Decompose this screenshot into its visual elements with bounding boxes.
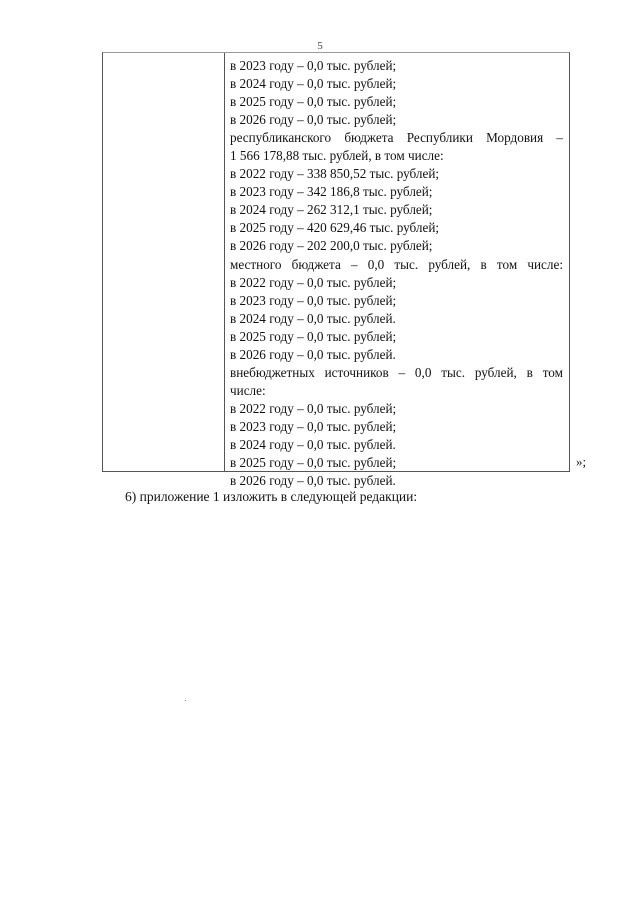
table-line: в 2023 году – 0,0 тыс. рублей;	[230, 292, 397, 308]
table-line: в 2024 году – 0,0 тыс. рублей.	[230, 310, 396, 326]
table-line: в 2022 году – 0,0 тыс. рублей;	[230, 400, 397, 416]
table-line: в 2026 году – 0,0 тыс. рублей.	[230, 346, 396, 362]
funding-table	[102, 52, 570, 489]
table-line: в 2025 году – 420 629,46 тыс. рублей;	[230, 220, 440, 236]
table-line: в 2023 году – 0,0 тыс. рублей;	[230, 58, 397, 73]
table-line: в 2024 году – 0,0 тыс. рублей.	[230, 436, 396, 452]
table-line: 1 566 178,88 тыс. рублей, в том числе:	[230, 148, 444, 164]
table-line: в 2022 году – 0,0 тыс. рублей;	[230, 274, 397, 290]
amendment-paragraph: 6) приложение 1 изложить в следующей редакции:	[125, 489, 418, 504]
table-line: республиканского бюджета Республики Мордовия –	[230, 130, 563, 146]
table-line: в 2025 году – 0,0 тыс. рублей;	[230, 455, 397, 471]
closing-quote-mark: »;	[576, 454, 587, 469]
page-number: 5	[317, 40, 323, 52]
table-line: в 2026 году – 202 200,0 тыс. рублей;	[230, 238, 433, 254]
scan-speck	[185, 700, 186, 701]
table-line: в 2023 году – 0,0 тыс. рублей;	[230, 418, 397, 434]
table-line: в 2024 году – 262 312,1 тыс. рублей;	[230, 202, 433, 218]
table-line: в 2026 году – 0,0 тыс. рублей.	[230, 473, 396, 489]
table-right-column	[225, 53, 569, 489]
table-line: внебюджетных источников – 0,0 тыс. рублей, в том	[230, 364, 563, 380]
table-line: в 2022 году – 338 850,52 тыс. рублей;	[230, 166, 440, 182]
table-line: числе:	[230, 382, 266, 398]
table-line: в 2023 году – 342 186,8 тыс. рублей;	[230, 184, 433, 200]
table-line: в 2025 году – 0,0 тыс. рублей;	[230, 94, 397, 110]
table-line: в 2024 году – 0,0 тыс. рублей;	[230, 76, 397, 92]
table-line: в 2026 году – 0,0 тыс. рублей;	[230, 112, 397, 128]
table-line: в 2025 году – 0,0 тыс. рублей;	[230, 328, 397, 344]
table-left-column	[103, 53, 225, 471]
table-line: местного бюджета – 0,0 тыс. рублей, в том числе:	[230, 256, 563, 272]
